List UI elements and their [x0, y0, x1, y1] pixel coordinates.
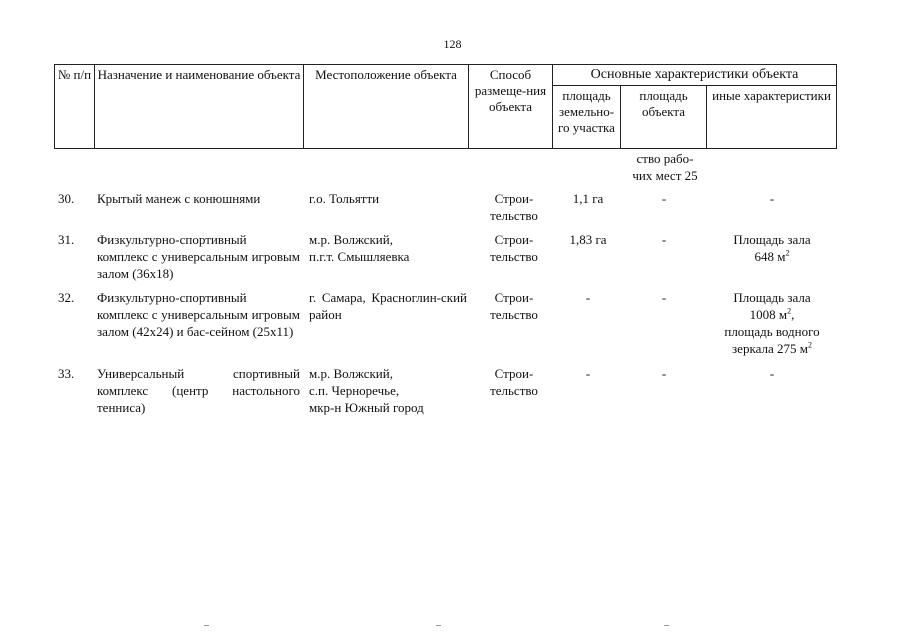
- row-land-area: -: [585, 290, 591, 305]
- row-land-area: 1,83 га: [569, 232, 607, 247]
- row-other-line: площадь водного: [724, 324, 820, 339]
- row-other-value: 1008 м: [749, 307, 788, 322]
- row-other-value: зеркала 275 м: [732, 341, 808, 356]
- row-name: Физкультурно-спортивный комплекс с универсальным игровым залом (42х24) и бас-сейном (25х11): [97, 290, 300, 339]
- header-characteristics: Основные характеристики объекта: [553, 65, 837, 86]
- row-location: г.о. Тольятти: [309, 191, 380, 206]
- header-num: № п/п: [55, 65, 95, 149]
- row-object-area: -: [661, 290, 667, 305]
- row-object-area: -: [661, 191, 667, 206]
- header-object-area: площадь объекта: [621, 86, 707, 149]
- row-location-line: мкр-н Южный город: [309, 400, 424, 415]
- row-location-line: п.г.т. Смышляевка: [309, 249, 410, 264]
- page-number: 128: [443, 37, 462, 51]
- scan-artifact: [436, 625, 441, 626]
- row-other: -: [769, 366, 775, 381]
- row-other: -: [769, 191, 775, 206]
- superscript: 2: [807, 340, 812, 350]
- row-location: [309, 365, 467, 416]
- row-other: [708, 289, 836, 357]
- row-location-line: м.р. Волжский,: [309, 232, 393, 247]
- row-method: Строи-тельство: [490, 232, 538, 264]
- row-method: Строи-тельство: [490, 191, 538, 223]
- continuation-line-1: ство рабо-: [636, 151, 694, 166]
- row-method: Строи-тельство: [490, 290, 538, 322]
- continuation-text: [624, 150, 706, 184]
- header-name: Назначение и наименование объекта: [95, 65, 304, 149]
- row-location-line: с.п. Черноречье,: [309, 383, 400, 398]
- superscript: 2: [785, 248, 790, 258]
- row-other-line: [708, 306, 836, 323]
- row-num: 30.: [58, 191, 75, 206]
- header-location: Местоположение объекта: [304, 65, 469, 149]
- row-location: г. Самара, Красноглин-ский район: [309, 290, 467, 322]
- row-object-area: -: [661, 366, 667, 381]
- row-num: 31.: [58, 232, 75, 247]
- row-name: Универсальный спортивный комплекс (центр настольного тенниса): [97, 366, 300, 415]
- row-land-area: 1,1 га: [572, 191, 604, 206]
- row-method: Строи-тельство: [490, 366, 538, 398]
- row-name: Физкультурно-спортивный комплекс с универсальным игровым залом (36х18): [97, 232, 300, 281]
- scan-artifact: [664, 625, 669, 626]
- superscript: 2: [787, 306, 792, 316]
- row-location: [309, 231, 467, 265]
- row-other-line: Площадь зала: [733, 290, 811, 305]
- header-method: Способ размеще-ния объекта: [469, 65, 553, 149]
- row-location-line: м.р. Волжский,: [309, 366, 393, 381]
- scan-artifact: [204, 625, 209, 626]
- row-num: 33.: [58, 366, 75, 381]
- row-other-value: 648 м: [754, 249, 786, 264]
- header-other: иные характеристики: [707, 86, 837, 149]
- row-num: 32.: [58, 290, 75, 305]
- row-object-area: -: [661, 232, 667, 247]
- row-other: [708, 231, 836, 265]
- header-land-area: площадь земельно-го участка: [553, 86, 621, 149]
- row-other-line: Площадь зала: [733, 232, 811, 247]
- row-name: Крытый манеж с конюшнями: [97, 191, 261, 206]
- continuation-line-2: чих мест 25: [632, 168, 698, 183]
- row-other-punct: ,: [791, 307, 795, 322]
- row-land-area: -: [585, 366, 591, 381]
- table-header: [54, 64, 837, 149]
- row-other-line: [708, 248, 836, 265]
- row-other-line: [708, 340, 836, 357]
